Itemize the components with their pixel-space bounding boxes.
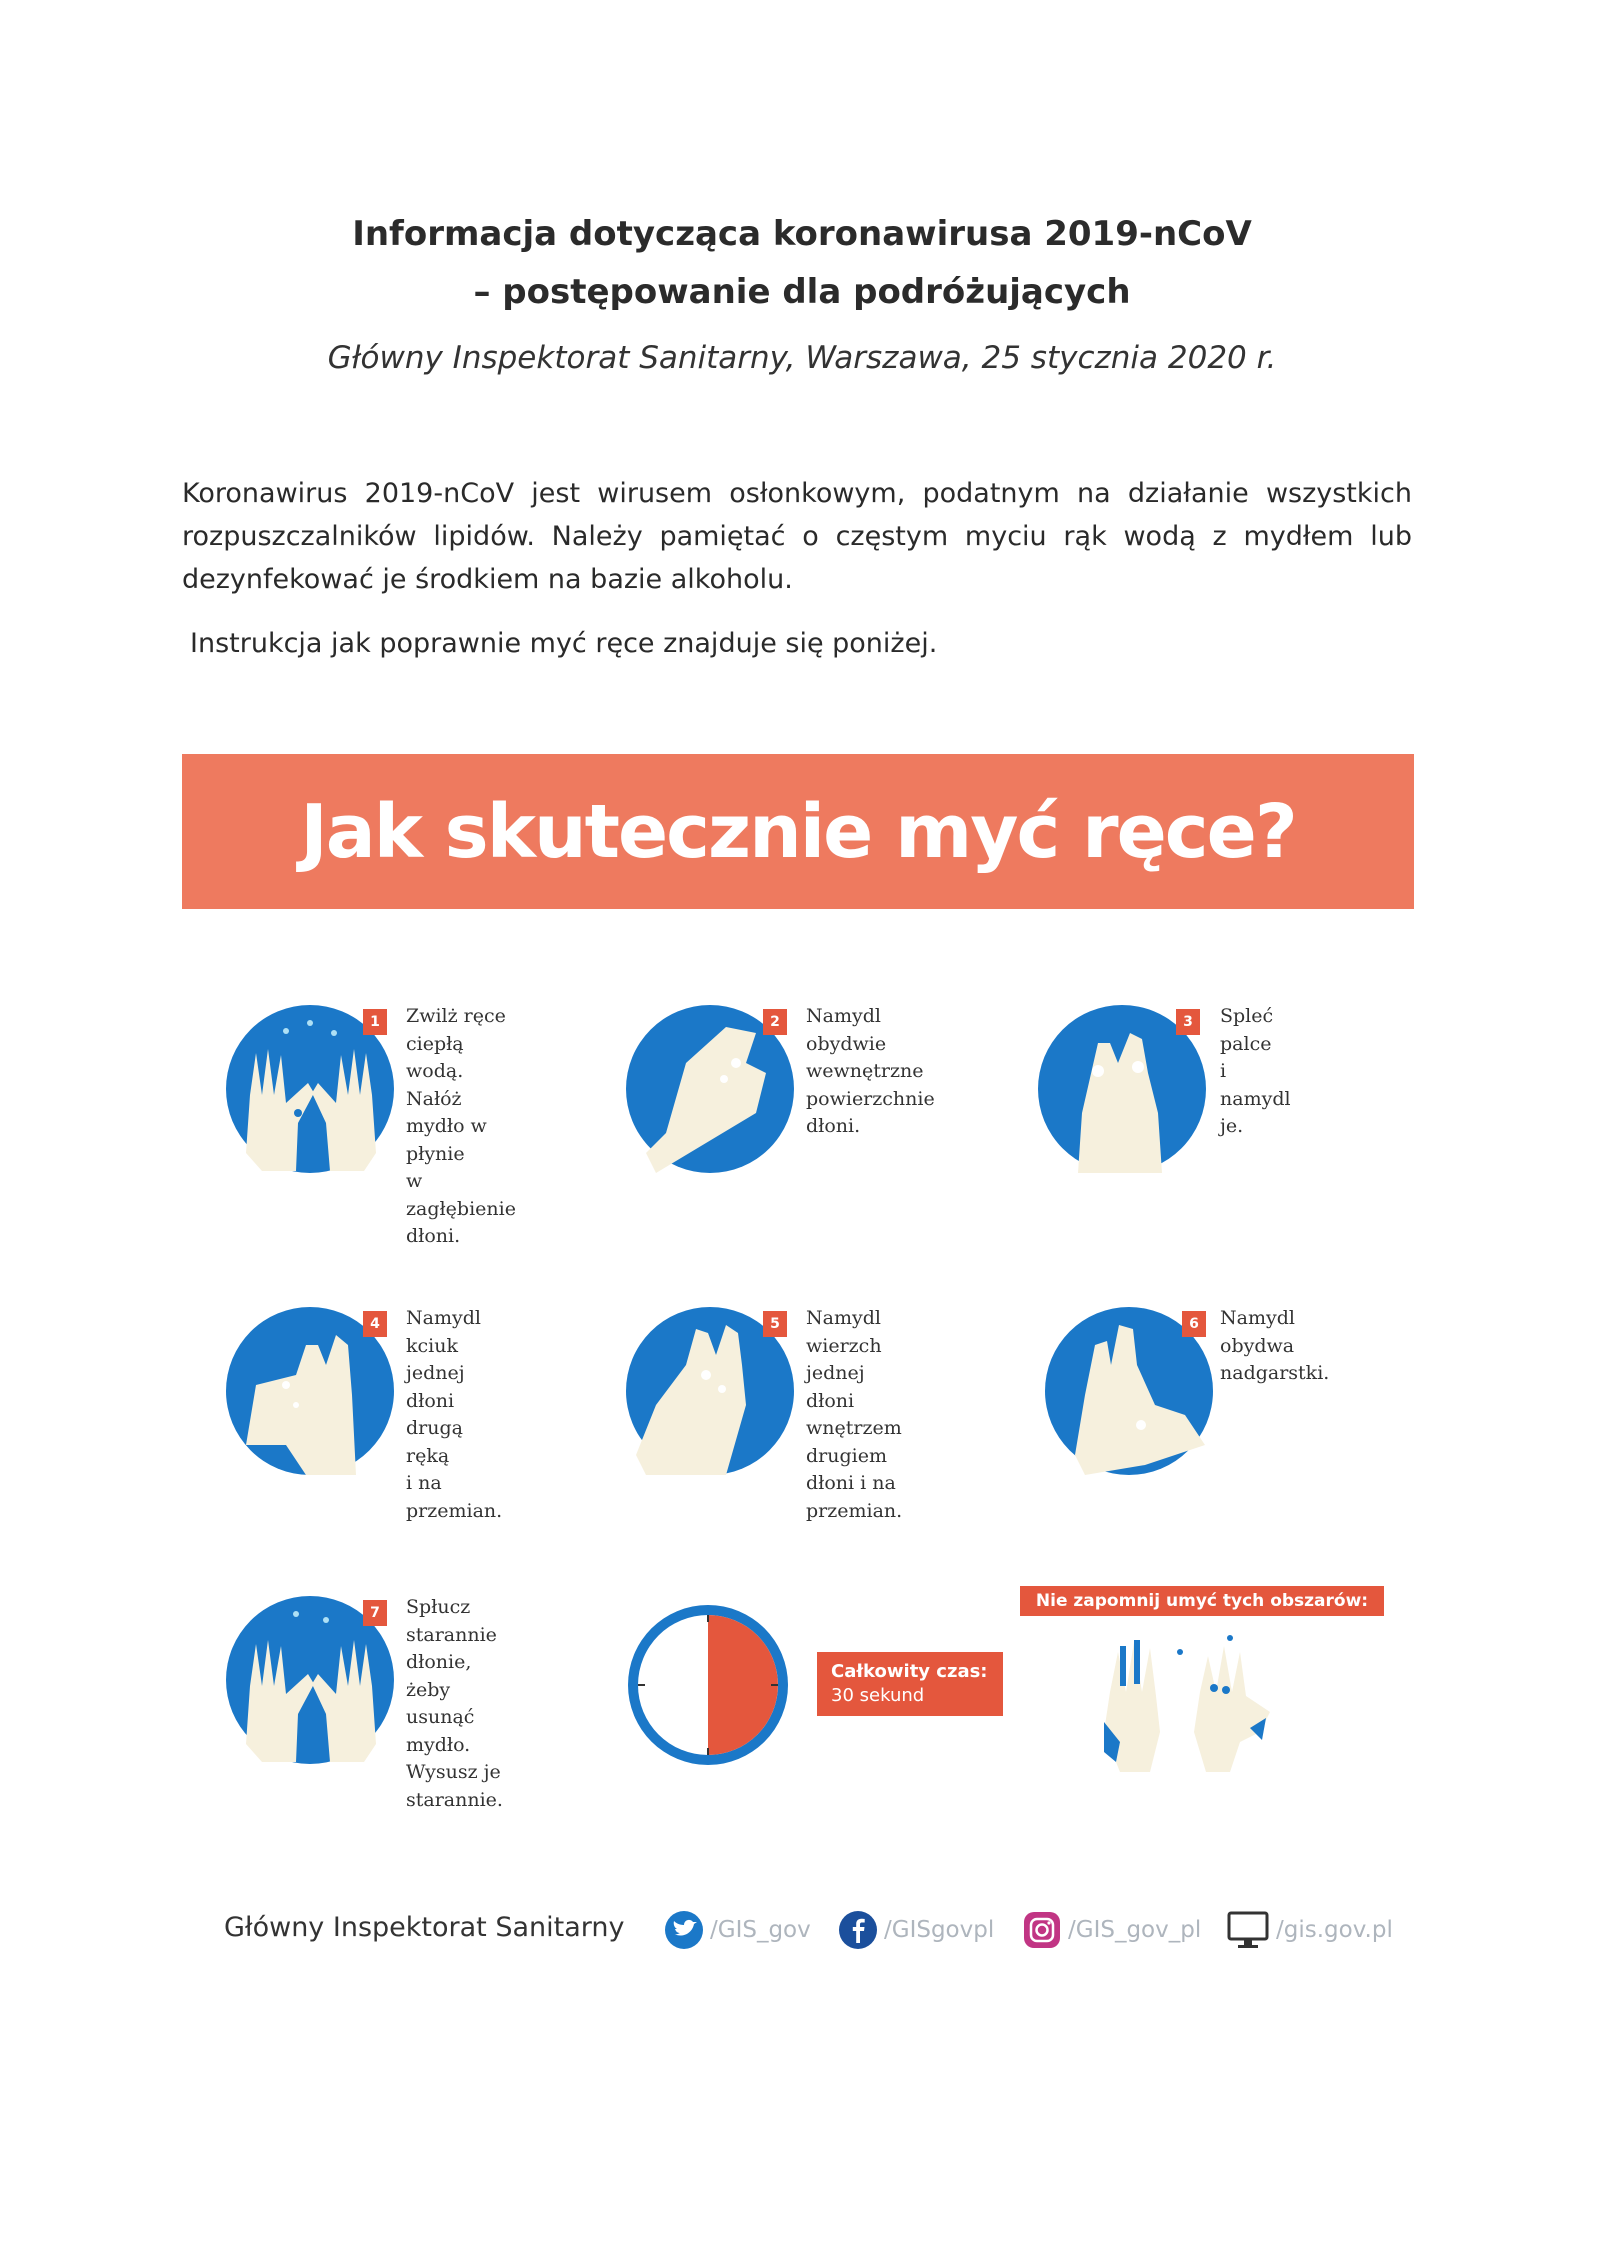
- step-2-text: Namydl obydwie wewnętrzne powierzchnie dłoni.: [806, 1005, 935, 1137]
- poster-banner: [182, 754, 1414, 909]
- step-5-text: Namydl wierzch jednej dłoni wnętrzem drugiem dłoni i na przemian.: [806, 1307, 903, 1522]
- step-7-number: 7: [363, 1600, 387, 1626]
- instagram-icon: [1022, 1910, 1062, 1950]
- twitter-icon: [664, 1910, 704, 1950]
- missed-areas-hands-icon: [1090, 1632, 1310, 1782]
- intro-instruction: Instrukcja jak poprawnie myć ręce znajduje się poniżej.: [190, 628, 938, 659]
- step-4-text: Namydl kciuk jednej dłoni drugą ręką i na przemian.: [406, 1307, 503, 1522]
- step-7-text: Spłucz starannie dłonie, żeby usunąć mydło. Wysusz je starannie.: [406, 1596, 503, 1811]
- instagram-link[interactable]: [1022, 1910, 1201, 1950]
- document-subtitle: Główny Inspektorat Sanitarny, Warszawa, 25 stycznia 2020 r.: [327, 340, 1277, 376]
- total-time-badge: [817, 1652, 1003, 1716]
- title-line-2: – postępowanie dla podróżujących: [473, 272, 1131, 312]
- banner-title: Jak skutecznie myć ręce?: [300, 788, 1296, 875]
- timer-clock-icon: [623, 1600, 793, 1770]
- twitter-link[interactable]: [664, 1910, 811, 1950]
- remember-areas-label: Nie zapomnij umyć tych obszarów:: [1020, 1586, 1384, 1616]
- step-4-number: 4: [363, 1311, 387, 1337]
- step-3-text: Spleć palce i namydl je.: [1220, 1005, 1291, 1137]
- facebook-icon: [838, 1910, 878, 1950]
- footer-organization: Główny Inspektorat Sanitarny: [224, 1912, 625, 1943]
- step-1-text: Zwilż ręce ciepłą wodą. Nałóż mydło w płynie w zagłębienie dłoni.: [406, 1005, 516, 1247]
- website-url: /gis.gov.pl: [1276, 1917, 1393, 1943]
- facebook-handle: /GISgovpl: [884, 1917, 995, 1943]
- title-line-1: Informacja dotycząca koronawirusa 2019-nCoV: [352, 214, 1252, 254]
- step-3-number: 3: [1176, 1009, 1200, 1035]
- step-6-number: 6: [1182, 1311, 1206, 1337]
- step-1-number: 1: [363, 1009, 387, 1035]
- twitter-handle: /GIS_gov: [710, 1917, 811, 1943]
- facebook-link[interactable]: [838, 1910, 994, 1950]
- computer-monitor-icon: [1226, 1910, 1270, 1950]
- website-link[interactable]: [1226, 1910, 1393, 1950]
- step-6-text: Namydl obydwa nadgarstki.: [1220, 1307, 1330, 1384]
- total-time-value: 30 sekund: [831, 1685, 925, 1706]
- intro-paragraph: Koronawirus 2019-nCoV jest wirusem osłonkowym, podatnym na działanie wszystkich rozpuszczalników lipidów. Należy pamiętać o częstym myciu rąk wodą z mydłem lub dezynfekować je środkiem na bazie alkoholu.: [182, 478, 1412, 595]
- total-time-label: Całkowity czas:: [831, 1661, 988, 1682]
- step-2-number: 2: [763, 1009, 787, 1035]
- instagram-handle: /GIS_gov_pl: [1068, 1917, 1202, 1943]
- document-title: [0, 205, 1604, 321]
- step-5-number: 5: [763, 1311, 787, 1337]
